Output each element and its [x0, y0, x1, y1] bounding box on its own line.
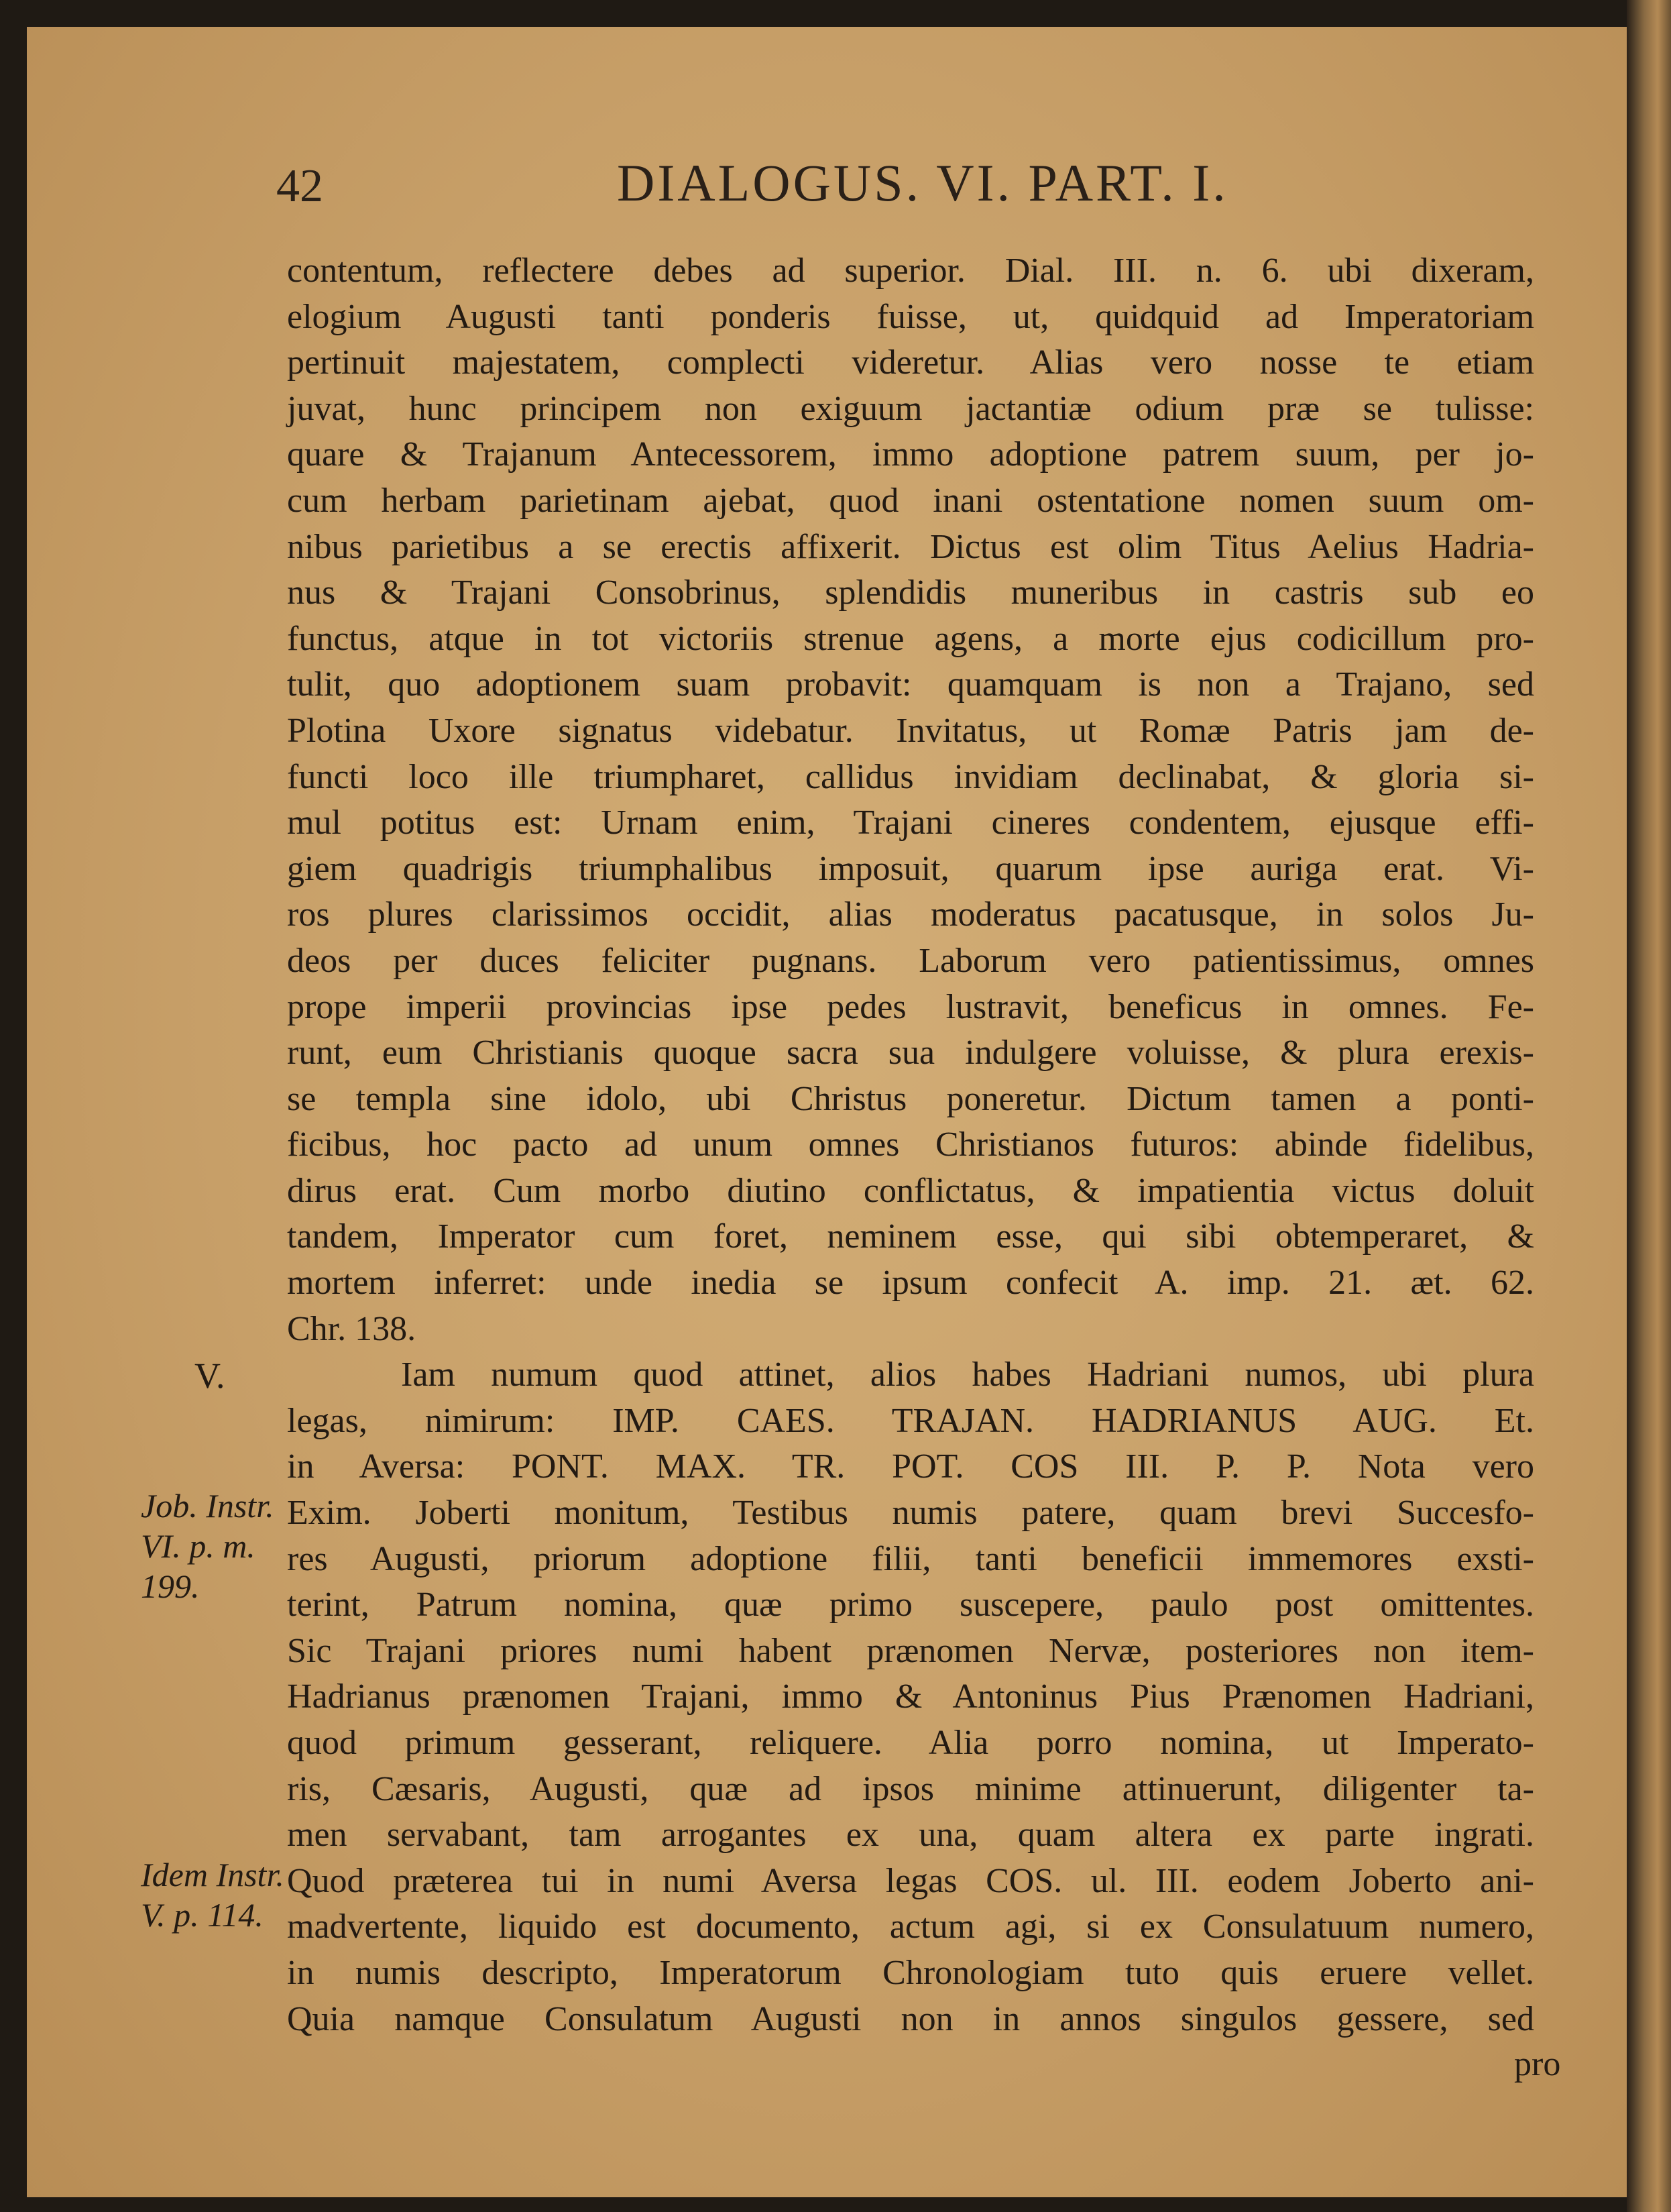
- text-line: ficibus, hoc pacto ad unum omnes Christianos futuros: abinde fidelibus,: [287, 1125, 1534, 1164]
- text-line: elogium Augusti tanti ponderis fuisse, ut, quidquid ad Imperatoriam: [287, 297, 1534, 336]
- text-line: runt, eum Christianis quoque sacra sua indulgere voluisse, & plura erexis-: [287, 1034, 1534, 1072]
- text-line: Chr. 138.: [287, 1309, 416, 1348]
- text-line: dirus erat. Cum morbo diutino conflictatus, & impatientia victus doluit: [287, 1171, 1534, 1210]
- running-head: DIALOGUS. VI. PART. I.: [617, 154, 1228, 212]
- page-edge: [1627, 0, 1671, 2212]
- text-line: tandem, Imperator cum foret, neminem esse, qui sibi obtemperaret, &: [287, 1217, 1534, 1256]
- catchword: pro: [1514, 2045, 1561, 2083]
- text-line: madvertente, liquido est documento, actum agi, si ex Consulatuum numero,: [287, 1907, 1534, 1946]
- text-line: Plotina Uxore signatus videbatur. Invitatus, ut Romæ Patris jam de-: [287, 711, 1534, 750]
- text-line: functi loco ille triumpharet, callidus invidiam declinabat, & gloria si-: [287, 757, 1534, 796]
- text-line: terint, Patrum nomina, quæ primo suscepere, paulo post omittentes.: [287, 1586, 1534, 1624]
- text-line: Quod præterea tui in numi Aversa legas COS. ul. III. eodem Joberto ani-: [287, 1861, 1534, 1900]
- text-line: contentum, reflectere debes ad superior. Dial. III. n. 6. ubi dixeram,: [287, 252, 1534, 290]
- text-line: prope imperii provincias ipse pedes lustravit, beneficus in omnes. Fe-: [287, 987, 1534, 1026]
- text-line: men servabant, tam arrogantes ex una, quam altera ex parte ingrati.: [287, 1816, 1534, 1855]
- text-line: nus & Trajani Consobrinus, splendidis muneribus in castris sub eo: [287, 573, 1534, 612]
- text-line: se templa sine idolo, ubi Christus poneretur. Dictum tamen a ponti-: [287, 1079, 1534, 1118]
- text-line: quare & Trajanum Antecessorem, immo adoptione patrem suum, per jo-: [287, 435, 1534, 474]
- body-text: [287, 248, 1534, 2042]
- section-marker: V.: [194, 1356, 225, 1396]
- text-line: nibus parietibus a se erectis affixerit. Dictus est olim Titus Aelius Hadria-: [287, 527, 1534, 566]
- text-line: Exim. Joberti monitum, Testibus numis patere, quam brevi Succesfo-: [287, 1494, 1534, 1533]
- text-line: tulit, quo adoptionem suam probavit: quamquam is non a Trajano, sed: [287, 665, 1534, 704]
- page-header: [27, 141, 1627, 221]
- text-line: ris, Cæsaris, Augusti, quæ ad ipsos minime attinuerunt, diligenter ta-: [287, 1769, 1534, 1808]
- text-line: in Aversa: PONT. MAX. TR. POT. COS III. P. P. Nota vero: [287, 1447, 1534, 1486]
- text-line: in numis descripto, Imperatorum Chronologiam tuto quis eruere vellet.: [287, 1953, 1534, 1992]
- margin-note-1: Job. Instr. VI. p. m. 199.: [141, 1487, 274, 1605]
- text-line: Iam numum quod attinet, alios habes Hadriani numos, ubi plura: [401, 1356, 1534, 1394]
- book-page: [27, 27, 1627, 2197]
- margin-note-2: Idem Instr. V. p. 114.: [141, 1856, 284, 1934]
- text-line: mortem inferret: unde inedia se ipsum confecit A. imp. 21. æt. 62.: [287, 1264, 1534, 1303]
- text-line: Sic Trajani priores numi habent prænomen Nervæ, posteriores non item-: [287, 1631, 1534, 1670]
- page-number: 42: [276, 160, 323, 212]
- text-line: quod primum gesserant, reliquere. Alia porro nomina, ut Imperato-: [287, 1724, 1534, 1762]
- text-line: Hadrianus prænomen Trajani, immo & Antoninus Pius Prænomen Hadriani,: [287, 1677, 1534, 1716]
- text-line: ros plures clarissimos occidit, alias moderatus pacatusque, in solos Ju-: [287, 895, 1534, 934]
- text-line: functus, atque in tot victoriis strenue agens, a morte ejus codicillum pro-: [287, 619, 1534, 658]
- text-line: Quia namque Consulatum Augusti non in annos singulos gessere, sed: [287, 1999, 1534, 2038]
- text-line: cum herbam parietinam ajebat, quod inani ostentatione nomen suum om-: [287, 481, 1534, 520]
- text-line: juvat, hunc principem non exiguum jactantiæ odium præ se tulisse:: [287, 389, 1534, 428]
- text-line: pertinuit majestatem, complecti videretur. Alias vero nosse te etiam: [287, 343, 1534, 382]
- text-line: deos per duces feliciter pugnans. Laborum vero patientissimus, omnes: [287, 941, 1534, 980]
- text-line: giem quadrigis triumphalibus imposuit, quarum ipse auriga erat. Vi-: [287, 849, 1534, 888]
- text-line: res Augusti, priorum adoptione filii, tanti beneficii immemores exsti-: [287, 1539, 1534, 1578]
- text-line: legas, nimirum: IMP. CAES. TRAJAN. HADRIANUS AUG. Et.: [287, 1401, 1534, 1440]
- text-line: mul potitus est: Urnam enim, Trajani cineres condentem, ejusque effi-: [287, 804, 1534, 842]
